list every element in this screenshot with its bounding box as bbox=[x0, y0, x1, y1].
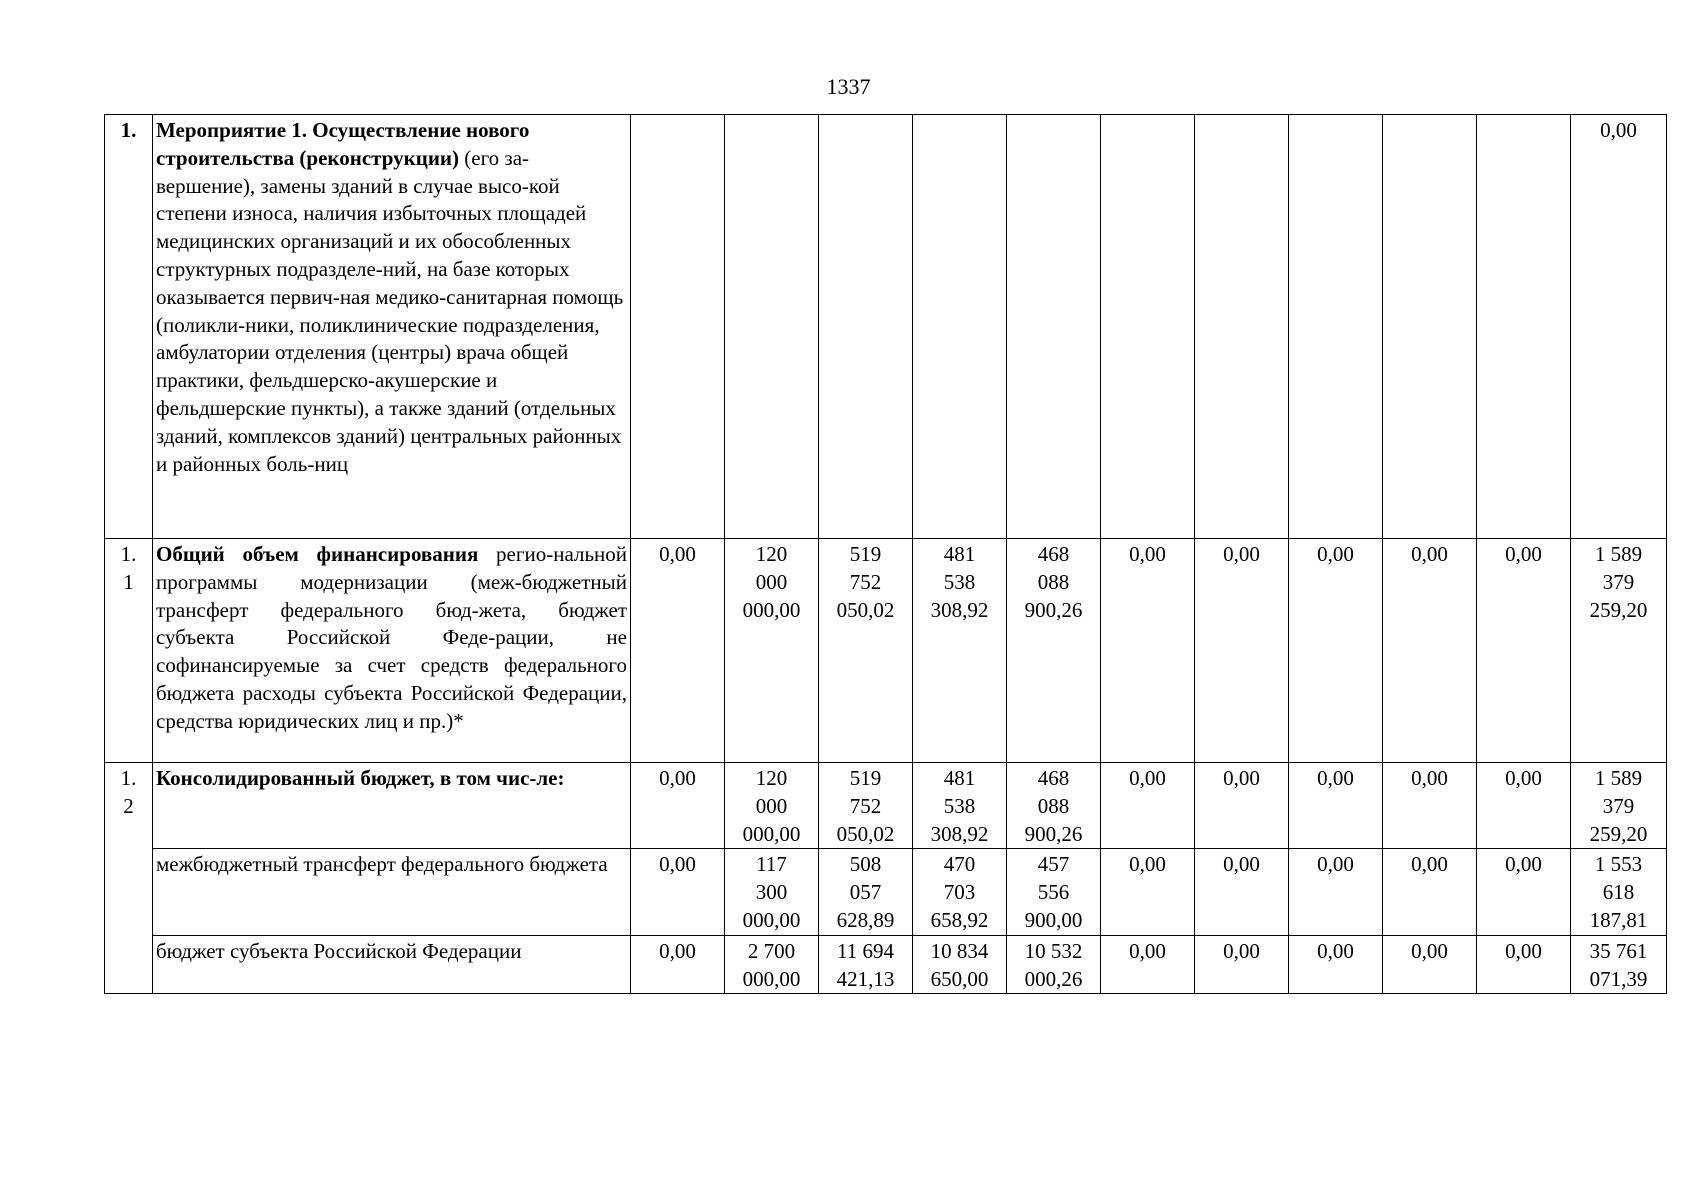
value-cell bbox=[1477, 115, 1571, 539]
page-number: 1337 bbox=[826, 74, 871, 99]
value-cell: 10 532 000,26 bbox=[1007, 935, 1101, 994]
value-cell: 120 000 000,00 bbox=[725, 763, 819, 849]
table-row bbox=[105, 849, 1667, 935]
table-row bbox=[105, 539, 1667, 763]
value-cell: 0,00 bbox=[1101, 763, 1195, 849]
table-row bbox=[105, 763, 1667, 849]
financing-table bbox=[104, 114, 1667, 994]
value-cell: 481 538 308,92 bbox=[913, 539, 1007, 763]
value-cell bbox=[1007, 115, 1101, 539]
value-cell: 1 553 618 187,81 bbox=[1571, 849, 1667, 935]
row-description: межбюджетный трансферт федерального бюджета bbox=[153, 849, 631, 935]
row-description: Общий объем финансирования регио-нальной программы модернизации (меж-бюджетный трансферт федерального бюд-жета, бюджет субъекта Российской Феде-рации, не софинансируемые за счет средств федерального бюджета расходы субъекта Российской Федерации, средства юридических лиц и пр.)* bbox=[153, 539, 631, 763]
value-cell: 0,00 bbox=[1289, 849, 1383, 935]
value-cell bbox=[1383, 115, 1477, 539]
value-cell: 120 000 000,00 bbox=[725, 539, 819, 763]
value-cell: 0,00 bbox=[1383, 935, 1477, 994]
value-cell bbox=[1101, 115, 1195, 539]
value-cell: 0,00 bbox=[1195, 539, 1289, 763]
value-cell: 0,00 bbox=[1195, 849, 1289, 935]
value-cell: 0,00 bbox=[631, 935, 725, 994]
value-cell bbox=[913, 115, 1007, 539]
value-cell: 1 589 379 259,20 bbox=[1571, 539, 1667, 763]
value-cell: 0,00 bbox=[1383, 539, 1477, 763]
row-description: Консолидированный бюджет, в том чис-ле: bbox=[153, 763, 631, 849]
value-cell: 0,00 bbox=[631, 539, 725, 763]
value-cell: 0,00 bbox=[1101, 849, 1195, 935]
value-cell: 468 088 900,26 bbox=[1007, 539, 1101, 763]
value-cell: 0,00 bbox=[1477, 935, 1571, 994]
value-cell: 0,00 bbox=[1289, 539, 1383, 763]
value-cell: 0,00 bbox=[1195, 935, 1289, 994]
value-cell: 468 088 900,26 bbox=[1007, 763, 1101, 849]
value-cell: 2 700 000,00 bbox=[725, 935, 819, 994]
row-description: Мероприятие 1. Осуществление нового строительства (реконструкции) (его за-вершение), замены зданий в случае высо-кой степени износа, наличия избыточных площадей медицинских организаций и их обособленных структурных подразделе-ний, на базе которых оказывается первич-ная медико-санитарная помощь (поликли-ники, поликлинические подразделения, амбулатории отделения (центры) врача общей практики, фельдшерско-акушерские и фельдшерские пункты), а также зданий (отдельных зданий, комплексов зданий) центральных районных и районных боль-ниц bbox=[153, 115, 631, 539]
value-cell: 11 694 421,13 bbox=[819, 935, 913, 994]
value-cell: 117 300 000,00 bbox=[725, 849, 819, 935]
value-cell bbox=[819, 115, 913, 539]
value-cell: 0,00 bbox=[1289, 763, 1383, 849]
value-cell: 0,00 bbox=[1383, 849, 1477, 935]
row-description: бюджет субъекта Российской Федерации bbox=[153, 935, 631, 994]
value-cell: 35 761 071,39 bbox=[1571, 935, 1667, 994]
value-cell bbox=[1195, 115, 1289, 539]
value-cell: 0,00 bbox=[1101, 539, 1195, 763]
value-cell: 0,00 bbox=[1477, 539, 1571, 763]
table-row bbox=[105, 115, 1667, 539]
value-cell: 508 057 628,89 bbox=[819, 849, 913, 935]
value-cell: 0,00 bbox=[1477, 849, 1571, 935]
value-cell: 470 703 658,92 bbox=[913, 849, 1007, 935]
value-cell: 0,00 bbox=[1383, 763, 1477, 849]
value-cell bbox=[725, 115, 819, 539]
row-number: 1. 2 bbox=[105, 763, 153, 994]
value-cell: 0,00 bbox=[1289, 935, 1383, 994]
value-cell: 0,00 bbox=[1195, 763, 1289, 849]
value-cell: 10 834 650,00 bbox=[913, 935, 1007, 994]
value-cell: 1 589 379 259,20 bbox=[1571, 763, 1667, 849]
row-number: 1. bbox=[105, 115, 153, 539]
value-cell bbox=[1289, 115, 1383, 539]
value-cell: 457 556 900,00 bbox=[1007, 849, 1101, 935]
value-cell: 481 538 308,92 bbox=[913, 763, 1007, 849]
value-cell: 0,00 bbox=[1477, 763, 1571, 849]
row-number: 1. 1 bbox=[105, 539, 153, 763]
value-cell: 0,00 bbox=[1101, 935, 1195, 994]
table-row bbox=[105, 935, 1667, 994]
value-cell: 519 752 050,02 bbox=[819, 539, 913, 763]
value-cell: 0,00 bbox=[1571, 115, 1667, 539]
value-cell bbox=[631, 115, 725, 539]
value-cell: 0,00 bbox=[631, 763, 725, 849]
value-cell: 519 752 050,02 bbox=[819, 763, 913, 849]
value-cell: 0,00 bbox=[631, 849, 725, 935]
